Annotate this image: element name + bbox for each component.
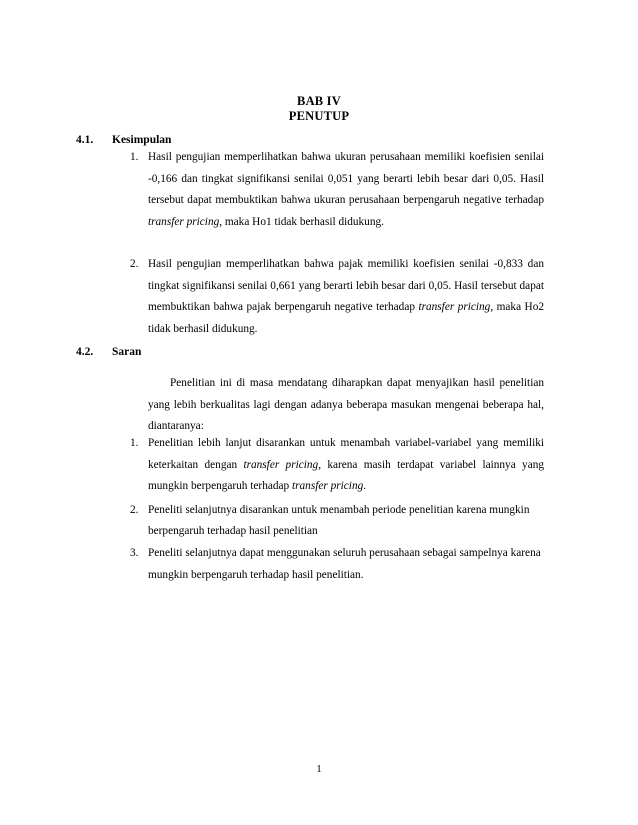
suggestion-intro: Penelitian ini di masa mendatang diharapkan dapat menyajikan hasil penelitian yang lebih berkualitas lagi dengan adanya beberapa masukan mengenai beberapa hal, diantaranya: bbox=[148, 377, 544, 432]
chapter-title: BAB IV bbox=[297, 94, 341, 108]
list-number: 2. bbox=[130, 504, 139, 516]
section-label: Kesimpulan bbox=[112, 134, 172, 146]
list-item-text: Hasil pengujian memperlihatkan bahwa pajak memiliki koefisien senilai -0,833 dan tingkat signifikansi senilai 0,661 yang berarti lebih besar dari 0,05. Hasil tersebut dapat membuktikan bahwa pajak berpengaruh negative terhadap transfer pricing, maka Ho2 tidak berhasil didukung. bbox=[148, 258, 544, 335]
list-number: 1. bbox=[130, 437, 139, 449]
list-number: 2. bbox=[130, 258, 139, 270]
chapter-subtitle: PENUTUP bbox=[288, 109, 350, 123]
list-number: 1. bbox=[130, 151, 139, 163]
section-label: Saran bbox=[112, 346, 142, 358]
suggestion-item-1 bbox=[130, 433, 544, 498]
list-item-text: Hasil pengujian memperlihatkan bahwa ukuran perusahaan memiliki koefisien senilai -0,166 dan tingkat signifikansi senilai 0,051 yang berarti lebih besar dari 0,05. Hasil tersebut dapat membuktikan bahwa ukuran perusahaan berpengaruh negative terhadap transfer pricing, maka Ho1 tidak berhasil didukung. bbox=[148, 151, 544, 228]
section-number: 4.2. bbox=[76, 346, 94, 358]
list-item-text: Peneliti selanjutnya disarankan untuk menambah periode penelitian karena mungkin berpengaruh terhadap hasil penelitian bbox=[148, 504, 530, 537]
list-number: 3. bbox=[130, 547, 139, 559]
page-number: 1 bbox=[316, 763, 322, 775]
list-item-text: Peneliti selanjutnya dapat menggunakan seluruh perusahaan sebagai sampelnya karena mungkin berpengaruh terhadap hasil penelitian. bbox=[148, 547, 541, 581]
suggestion-item-2 bbox=[130, 500, 544, 542]
conclusion-item-1 bbox=[130, 147, 544, 233]
list-item-text: Penelitian lebih lanjut disarankan untuk menambah variabel-variabel yang memiliki keterkaitan dengan transfer pricing, karena masih terdapat variabel lainnya yang mungkin berpengaruh terhadap transfer pricing. bbox=[148, 437, 544, 492]
conclusion-item-2 bbox=[130, 254, 544, 340]
section-number: 4.1. bbox=[76, 134, 94, 146]
suggestion-item-3 bbox=[130, 543, 544, 586]
